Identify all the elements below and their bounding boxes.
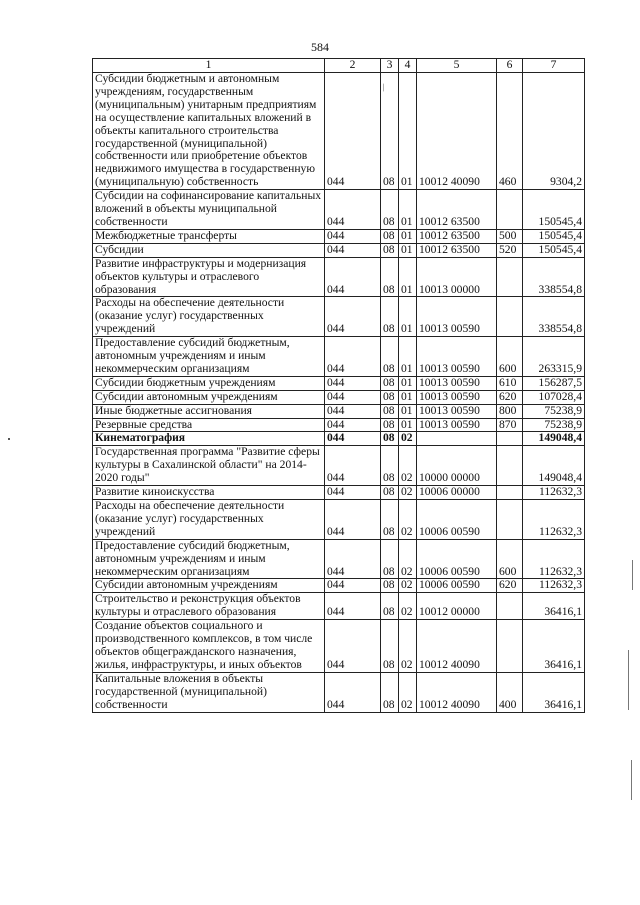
code-cell: 044: [325, 672, 381, 712]
amount-cell: 150545,4: [523, 229, 585, 243]
subsection-cell: 01: [399, 418, 417, 432]
item-name-cell: Субсидии автономным учреждениям: [93, 390, 325, 404]
table-row: [93, 337, 585, 377]
amount-cell: 112632,3: [523, 500, 585, 540]
section-cell: 08: [381, 229, 399, 243]
item-name-cell: Кинематография: [93, 432, 325, 446]
page-number: 584: [311, 40, 329, 54]
subsection-cell: 02: [399, 672, 417, 712]
target-article-cell: 10013 00590: [417, 390, 497, 404]
budget-table: [92, 58, 585, 713]
table-row: [93, 390, 585, 404]
section-cell: 08: [381, 376, 399, 390]
code-cell: 044: [325, 297, 381, 337]
margin-dot: [8, 438, 10, 440]
item-name-cell: Строительство и реконструкция объектов культуры и отраслевого образования: [93, 593, 325, 620]
subsection-cell: 01: [399, 73, 417, 190]
expense-type-cell: [497, 257, 523, 297]
code-cell: 044: [325, 500, 381, 540]
code-cell: 044: [325, 539, 381, 579]
code-cell: 044: [325, 243, 381, 257]
table-body: [93, 59, 585, 713]
code-cell: 044: [325, 190, 381, 230]
table-row: [93, 257, 585, 297]
section-cell: 08: [381, 500, 399, 540]
target-article-cell: 10013 00590: [417, 404, 497, 418]
section-cell: 08: [381, 73, 399, 190]
target-article-cell: 10012 63500: [417, 229, 497, 243]
code-cell: 044: [325, 404, 381, 418]
expense-type-cell: [497, 432, 523, 446]
amount-cell: 107028,4: [523, 390, 585, 404]
table-row: [93, 446, 585, 486]
column-header: 3: [381, 59, 399, 73]
table-row: [93, 376, 585, 390]
section-cell: 08: [381, 418, 399, 432]
code-cell: 044: [325, 73, 381, 190]
section-cell: 08: [381, 257, 399, 297]
target-article-cell: 10006 00000: [417, 486, 497, 500]
section-cell: 08: [381, 337, 399, 377]
subsection-cell: 02: [399, 593, 417, 620]
expense-type-cell: [497, 486, 523, 500]
item-name-cell: Развитие киноискусства: [93, 486, 325, 500]
expense-type-cell: 620: [497, 579, 523, 593]
scan-edge-mark: [631, 760, 632, 800]
target-article-cell: 10012 40090: [417, 620, 497, 673]
expense-type-cell: 800: [497, 404, 523, 418]
code-cell: 044: [325, 390, 381, 404]
item-name-cell: Резервные средства: [93, 418, 325, 432]
target-article-cell: 10013 00590: [417, 337, 497, 377]
subsection-cell: 01: [399, 229, 417, 243]
column-header: 6: [497, 59, 523, 73]
subsection-cell: 02: [399, 432, 417, 446]
expense-type-cell: 460: [497, 73, 523, 190]
amount-cell: 36416,1: [523, 620, 585, 673]
section-cell: 08: [381, 539, 399, 579]
subsection-cell: 01: [399, 243, 417, 257]
table-row: [93, 672, 585, 712]
code-cell: 044: [325, 418, 381, 432]
column-header: 7: [523, 59, 585, 73]
table-row: [93, 579, 585, 593]
target-article-cell: 10012 00000: [417, 593, 497, 620]
target-article-cell: 10013 00000: [417, 257, 497, 297]
amount-cell: 112632,3: [523, 579, 585, 593]
subsection-cell: 01: [399, 257, 417, 297]
table-row: [93, 243, 585, 257]
target-article-cell: 10006 00590: [417, 539, 497, 579]
section-cell: 08: [381, 297, 399, 337]
item-name-cell: Субсидии на софинансирование капитальных вложений в объекты муниципальной собственности: [93, 190, 325, 230]
section-cell: 08: [381, 579, 399, 593]
expense-type-cell: [497, 446, 523, 486]
subsection-cell: 02: [399, 539, 417, 579]
table-row: [93, 620, 585, 673]
item-name-cell: Капитальные вложения в объекты государственной (муниципальной) собственности: [93, 672, 325, 712]
code-cell: 044: [325, 229, 381, 243]
column-header: 4: [399, 59, 417, 73]
expense-type-cell: 620: [497, 390, 523, 404]
table-row: [93, 500, 585, 540]
subsection-cell: 02: [399, 579, 417, 593]
section-cell: 08: [381, 486, 399, 500]
expense-type-cell: 610: [497, 376, 523, 390]
amount-cell: 112632,3: [523, 486, 585, 500]
item-name-cell: Субсидии автономным учреждениям: [93, 579, 325, 593]
table-row: [93, 190, 585, 230]
subsection-cell: 02: [399, 446, 417, 486]
expense-type-cell: 400: [497, 672, 523, 712]
code-cell: 044: [325, 593, 381, 620]
expense-type-cell: 600: [497, 539, 523, 579]
section-cell: 08: [381, 404, 399, 418]
subsection-cell: 02: [399, 486, 417, 500]
amount-cell: 156287,5: [523, 376, 585, 390]
subsection-cell: 02: [399, 620, 417, 673]
target-article-cell: 10013 00590: [417, 418, 497, 432]
amount-cell: 75238,9: [523, 418, 585, 432]
amount-cell: 338554,8: [523, 257, 585, 297]
item-name-cell: Предоставление субсидий бюджетным, автономным учреждениям и иным некоммерческим организациям: [93, 539, 325, 579]
column-header-row: [93, 59, 585, 73]
expense-type-cell: [497, 500, 523, 540]
item-name-cell: Создание объектов социального и производственного комплексов, в том числе объектов общегражданского назначения, жилья, инфраструктуры, и иных объектов: [93, 620, 325, 673]
item-name-cell: Развитие инфраструктуры и модернизация объектов культуры и отраслевого образования: [93, 257, 325, 297]
table-row: [93, 73, 585, 190]
item-name-cell: Субсидии: [93, 243, 325, 257]
target-article-cell: 10000 00000: [417, 446, 497, 486]
code-cell: 044: [325, 620, 381, 673]
amount-cell: 150545,4: [523, 190, 585, 230]
amount-cell: 36416,1: [523, 672, 585, 712]
item-name-cell: Межбюджетные трансферты: [93, 229, 325, 243]
table-row: [93, 404, 585, 418]
section-cell: 08: [381, 446, 399, 486]
table-row: [93, 486, 585, 500]
column-header: 5: [417, 59, 497, 73]
pencil-check-mark: /: [380, 81, 387, 95]
section-cell: 08: [381, 593, 399, 620]
target-article-cell: 10006 00590: [417, 579, 497, 593]
subsection-cell: 01: [399, 390, 417, 404]
expense-type-cell: [497, 620, 523, 673]
expense-type-cell: 870: [497, 418, 523, 432]
amount-cell: 263315,9: [523, 337, 585, 377]
target-article-cell: 10006 00590: [417, 500, 497, 540]
section-cell: 08: [381, 620, 399, 673]
scan-edge-mark: [632, 560, 633, 590]
subsection-cell: 01: [399, 404, 417, 418]
target-article-cell: 10013 00590: [417, 297, 497, 337]
expense-type-cell: 600: [497, 337, 523, 377]
amount-cell: 9304,2: [523, 73, 585, 190]
section-cell: 08: [381, 672, 399, 712]
code-cell: 044: [325, 486, 381, 500]
code-cell: 044: [325, 337, 381, 377]
amount-cell: 149048,4: [523, 432, 585, 446]
item-name-cell: Государственная программа "Развитие сферы культуры в Сахалинской области" на 2014-2020 годы": [93, 446, 325, 486]
target-article-cell: [417, 432, 497, 446]
code-cell: 044: [325, 432, 381, 446]
table-row: [93, 539, 585, 579]
item-name-cell: Субсидии бюджетным учреждениям: [93, 376, 325, 390]
item-name-cell: Иные бюджетные ассигнования: [93, 404, 325, 418]
table-row: [93, 297, 585, 337]
subsection-cell: 01: [399, 376, 417, 390]
target-article-cell: 10012 63500: [417, 243, 497, 257]
code-cell: 044: [325, 257, 381, 297]
expense-type-cell: 520: [497, 243, 523, 257]
subsection-cell: 01: [399, 297, 417, 337]
target-article-cell: 10013 00590: [417, 376, 497, 390]
code-cell: 044: [325, 376, 381, 390]
item-name-cell: Предоставление субсидий бюджетным, автономным учреждениям и иным некоммерческим организациям: [93, 337, 325, 377]
expense-type-cell: 500: [497, 229, 523, 243]
item-name-cell: Расходы на обеспечение деятельности (оказание услуг) государственных учреждений: [93, 297, 325, 337]
expense-type-cell: [497, 190, 523, 230]
scan-edge-mark: [628, 650, 629, 710]
table-row: [93, 229, 585, 243]
target-article-cell: 10012 40090: [417, 73, 497, 190]
table-row: [93, 593, 585, 620]
item-name-cell: Расходы на обеспечение деятельности (оказание услуг) государственных учреждений: [93, 500, 325, 540]
code-cell: 044: [325, 579, 381, 593]
target-article-cell: 10012 40090: [417, 672, 497, 712]
amount-cell: 36416,1: [523, 593, 585, 620]
table-row: [93, 432, 585, 446]
amount-cell: 149048,4: [523, 446, 585, 486]
item-name-cell: Субсидии бюджетным и автономным учреждениям, государственным (муниципальным) унитарным предприятиям на осуществление капитальных вложений в объекты капитального строительства государственной (муниципальной) собственности или приобретение объектов недвижимого имущества в государственную (муниципальную) собственность: [93, 73, 325, 190]
section-cell: 08: [381, 390, 399, 404]
target-article-cell: 10012 63500: [417, 190, 497, 230]
column-header: 1: [93, 59, 325, 73]
amount-cell: 150545,4: [523, 243, 585, 257]
subsection-cell: 01: [399, 337, 417, 377]
subsection-cell: 02: [399, 500, 417, 540]
section-cell: 08: [381, 190, 399, 230]
amount-cell: 75238,9: [523, 404, 585, 418]
subsection-cell: 01: [399, 190, 417, 230]
column-header: 2: [325, 59, 381, 73]
amount-cell: 112632,3: [523, 539, 585, 579]
amount-cell: 338554,8: [523, 297, 585, 337]
code-cell: 044: [325, 446, 381, 486]
expense-type-cell: [497, 593, 523, 620]
section-cell: 08: [381, 243, 399, 257]
expense-type-cell: [497, 297, 523, 337]
section-cell: 08: [381, 432, 399, 446]
table-row: [93, 418, 585, 432]
